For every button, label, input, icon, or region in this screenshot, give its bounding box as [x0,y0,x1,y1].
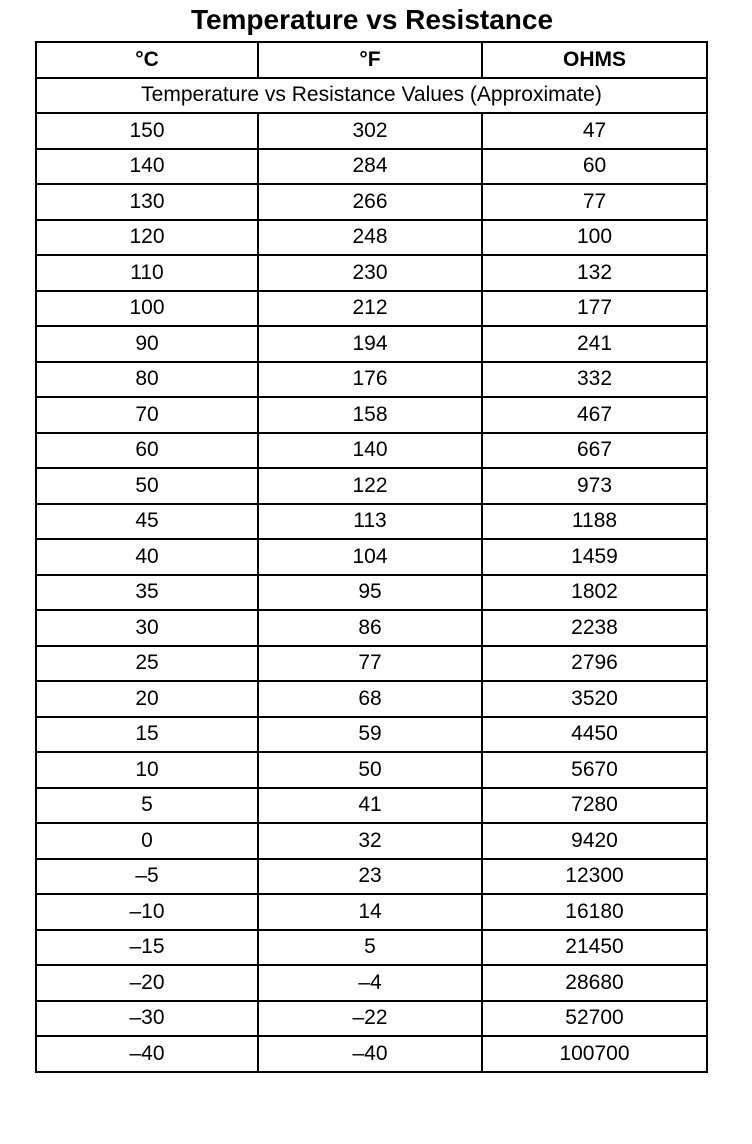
cell-fahrenheit: 248 [258,220,482,256]
table-row [36,823,707,859]
cell-fahrenheit: –4 [258,965,482,1001]
cell-fahrenheit: 50 [258,752,482,788]
table-row [36,1036,707,1072]
cell-fahrenheit: 122 [258,468,482,504]
cell-fahrenheit: 59 [258,717,482,753]
cell-ohms: 77 [482,184,707,220]
cell-celsius: 60 [36,433,258,469]
cell-fahrenheit: 266 [258,184,482,220]
cell-celsius: 80 [36,362,258,398]
cell-fahrenheit: 23 [258,859,482,895]
cell-ohms: 16180 [482,894,707,930]
cell-ohms: 132 [482,255,707,291]
cell-celsius: 0 [36,823,258,859]
cell-ohms: 667 [482,433,707,469]
table-row [36,788,707,824]
table-row [36,930,707,966]
cell-fahrenheit: 212 [258,291,482,327]
cell-celsius: 120 [36,220,258,256]
cell-fahrenheit: 5 [258,930,482,966]
cell-fahrenheit: 158 [258,397,482,433]
column-header-ohms: OHMS [482,42,707,78]
cell-celsius: –5 [36,859,258,895]
cell-ohms: 4450 [482,717,707,753]
cell-ohms: 5670 [482,752,707,788]
table-row [36,504,707,540]
subheader-row [36,78,707,114]
cell-celsius: 30 [36,610,258,646]
cell-celsius: –40 [36,1036,258,1072]
cell-fahrenheit: 284 [258,149,482,185]
table-row [36,433,707,469]
table-row [36,468,707,504]
cell-ohms: 28680 [482,965,707,1001]
cell-celsius: 15 [36,717,258,753]
table-row [36,362,707,398]
cell-fahrenheit: 113 [258,504,482,540]
cell-celsius: 90 [36,326,258,362]
cell-ohms: 467 [482,397,707,433]
cell-ohms: 100 [482,220,707,256]
cell-celsius: 20 [36,681,258,717]
cell-celsius: 100 [36,291,258,327]
table-row [36,752,707,788]
cell-fahrenheit: 41 [258,788,482,824]
cell-ohms: 973 [482,468,707,504]
cell-fahrenheit: 140 [258,433,482,469]
table-row [36,681,707,717]
cell-ohms: 3520 [482,681,707,717]
cell-fahrenheit: 14 [258,894,482,930]
cell-fahrenheit: 104 [258,539,482,575]
cell-ohms: 2238 [482,610,707,646]
cell-fahrenheit: –22 [258,1001,482,1037]
table-row [36,575,707,611]
cell-ohms: 100700 [482,1036,707,1072]
cell-ohms: 60 [482,149,707,185]
cell-celsius: 40 [36,539,258,575]
cell-ohms: 12300 [482,859,707,895]
cell-ohms: 332 [482,362,707,398]
cell-celsius: 50 [36,468,258,504]
table-row [36,397,707,433]
cell-ohms: 47 [482,113,707,149]
cell-fahrenheit: 230 [258,255,482,291]
cell-celsius: –15 [36,930,258,966]
table-row [36,965,707,1001]
cell-ohms: 2796 [482,646,707,682]
header-row [36,42,707,78]
cell-ohms: 21450 [482,930,707,966]
cell-celsius: 70 [36,397,258,433]
cell-fahrenheit: 32 [258,823,482,859]
cell-celsius: 25 [36,646,258,682]
cell-celsius: 35 [36,575,258,611]
cell-celsius: –10 [36,894,258,930]
cell-celsius: 5 [36,788,258,824]
cell-fahrenheit: 302 [258,113,482,149]
cell-fahrenheit: 194 [258,326,482,362]
table-row [36,149,707,185]
cell-ohms: 1188 [482,504,707,540]
table-row [36,646,707,682]
cell-fahrenheit: 176 [258,362,482,398]
table-row [36,859,707,895]
cell-ohms: 9420 [482,823,707,859]
cell-fahrenheit: 77 [258,646,482,682]
cell-fahrenheit: 86 [258,610,482,646]
cell-fahrenheit: –40 [258,1036,482,1072]
table-row [36,717,707,753]
cell-celsius: 110 [36,255,258,291]
cell-ohms: 241 [482,326,707,362]
table-subheader: Temperature vs Resistance Values (Approximate) [36,78,707,114]
table-row [36,255,707,291]
table-row [36,1001,707,1037]
cell-celsius: 130 [36,184,258,220]
cell-fahrenheit: 68 [258,681,482,717]
cell-celsius: –30 [36,1001,258,1037]
table-row [36,113,707,149]
table-row [36,291,707,327]
cell-ohms: 1459 [482,539,707,575]
table-row [36,184,707,220]
table-row [36,220,707,256]
cell-ohms: 52700 [482,1001,707,1037]
cell-fahrenheit: 95 [258,575,482,611]
page-title: Temperature vs Resistance [190,4,554,35]
cell-ohms: 177 [482,291,707,327]
cell-celsius: 140 [36,149,258,185]
temperature-resistance-table [35,41,708,1073]
table-row [36,539,707,575]
cell-celsius: 45 [36,504,258,540]
cell-celsius: 10 [36,752,258,788]
table-row [36,326,707,362]
table-row [36,894,707,930]
cell-celsius: 150 [36,113,258,149]
column-header-fahrenheit: °F [258,42,482,78]
column-header-celsius: °C [36,42,258,78]
cell-ohms: 1802 [482,575,707,611]
cell-ohms: 7280 [482,788,707,824]
table-row [36,610,707,646]
cell-celsius: –20 [36,965,258,1001]
